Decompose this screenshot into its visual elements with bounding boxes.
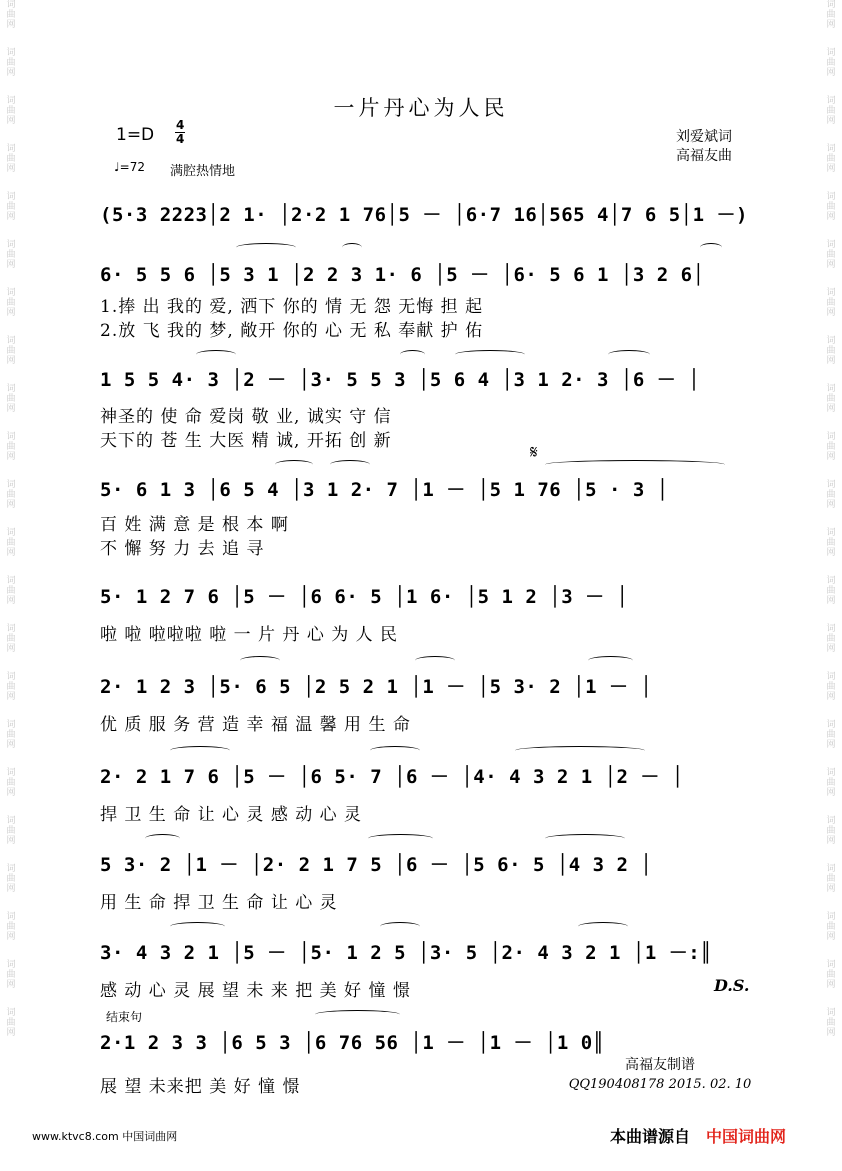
score-line (100, 752, 750, 792)
watermark-text: 词曲网 (826, 96, 836, 126)
watermark-text: 词曲网 (826, 672, 836, 702)
score-line (100, 250, 750, 290)
watermark-text: 词曲网 (826, 144, 836, 174)
watermark-text: 词曲网 (826, 48, 836, 78)
slur (240, 656, 280, 665)
slur (330, 460, 370, 469)
watermark-text: 词曲网 (6, 960, 16, 990)
watermark-text: 词曲网 (826, 912, 836, 942)
tempo-marking: ♩=72 (114, 160, 145, 174)
slur (400, 350, 425, 359)
watermark-text: 词曲网 (826, 432, 836, 462)
notation: 5· 1 2 7 6 │5 － │6 6· 5 │1 6· │5 1 2 │3 － │ (100, 586, 629, 608)
notation: 2·1 2 3 3 │6 5 3 │6 76 56 │1 － │1 － │1 0║ (100, 1032, 605, 1054)
watermark-text: 词曲网 (6, 816, 16, 846)
notation: 1 5 5 4· 3 │2 － │3· 5 5 3 │5 6 4 │3 1 2· 3 │6 － │ (100, 369, 701, 391)
watermark-text: 词曲网 (6, 768, 16, 798)
slur (545, 460, 725, 469)
song-title: 一片丹心为人民 (333, 96, 509, 120)
slur (545, 834, 625, 843)
notation: 5 3· 2 │1 － │2· 2 1 7 5 │6 － │5 6· 5 │4 3 2 │ (100, 854, 653, 876)
watermark-text: 词曲网 (826, 336, 836, 366)
notation: 2· 2 1 7 6 │5 － │6 5· 7 │6 － │4· 4 3 2 1 │2 － │ (100, 766, 684, 788)
notation: 3· 4 3 2 1 │5 － │5· 1 2 5 │3· 5 │2· 4 3 2 1 │1 －:║ (100, 942, 713, 964)
lyric-line: 不 懈 努 力 去 追 寻 (100, 539, 265, 559)
watermark-text: 词曲网 (6, 576, 16, 606)
lyricist-credit: 刘爱斌词 (676, 129, 732, 145)
lyric-line: 1.捧 出 我的 爱, 洒下 你的 情 无 怨 无悔 担 起 (100, 297, 484, 317)
lyric-line: 优 质 服 务 营 造 幸 福 温 馨 用 生 命 (100, 715, 411, 735)
notation: 5· 6 1 3 │6 5 4 │3 1 2· 7 │1 － │5 1 76 │5 · 3 │ (100, 479, 669, 501)
time-signature (175, 119, 185, 146)
credits (676, 128, 732, 166)
slur (700, 243, 722, 252)
lyric-line: 捍 卫 生 命 让 心 灵 感 动 心 灵 (100, 805, 363, 825)
watermark-text: 词曲网 (6, 384, 16, 414)
slur (608, 350, 650, 359)
score-line (100, 355, 750, 395)
lyric-line: 2.放 飞 我的 梦, 敞开 你的 心 无 私 奉献 护 佑 (100, 321, 484, 341)
signature (555, 1055, 765, 1095)
watermark-text: 词曲网 (826, 864, 836, 894)
watermark-text: 词曲网 (6, 864, 16, 894)
watermark-text: 词曲网 (6, 672, 16, 702)
slur (515, 746, 645, 755)
slur (170, 746, 230, 755)
lyric-line: 百 姓 满 意 是 根 本 啊 (100, 515, 289, 535)
slur (415, 656, 455, 665)
lyric-line: 啦 啦 啦啦啦 啦 一 片 丹 心 为 人 民 (100, 625, 399, 645)
watermark-text: 词曲网 (6, 528, 16, 558)
score-line (100, 572, 750, 612)
watermark-text: 词曲网 (826, 720, 836, 750)
source-label: 本曲谱源自 (610, 1127, 691, 1146)
slur (196, 350, 236, 359)
lyric-line: 天下的 苍 生 大医 精 诚, 开拓 创 新 (100, 431, 392, 451)
ds-marking: D.S. (714, 976, 750, 995)
slur (368, 834, 433, 843)
watermark-text: 词曲网 (826, 624, 836, 654)
watermark-text: 词曲网 (6, 1008, 16, 1038)
score-line (100, 1018, 750, 1058)
watermark-text: 词曲网 (826, 0, 836, 30)
footer-site-link[interactable]: www.ktvc8.com 中国词曲网 (32, 1130, 178, 1143)
score-line (100, 840, 750, 880)
watermark-text: 词曲网 (826, 768, 836, 798)
watermark-text: 词曲网 (6, 288, 16, 318)
watermark-text: 词曲网 (826, 384, 836, 414)
watermark-text: 词曲网 (6, 336, 16, 366)
slur (588, 656, 633, 665)
slur (342, 243, 362, 252)
notation: 6· 5 5 6 │5 3 1 │2 2 3 1· 6 │5 － │6· 5 6 1 │3 2 6│ (100, 264, 705, 286)
notation: (5·3 2223│2 1· │2·2 1 76│5 － │6·7 16│565 4│7 6 5│1 －) (100, 204, 748, 226)
watermark-text: 词曲网 (6, 144, 16, 174)
watermark-text: 词曲网 (6, 96, 16, 126)
slur (145, 834, 180, 843)
slur (370, 746, 420, 755)
watermark-text: 词曲网 (6, 912, 16, 942)
watermark-text: 词曲网 (6, 720, 16, 750)
segno-sign: 𝄋 (530, 442, 538, 463)
lyric-line: 神圣的 使 命 爱岗 敬 业, 诚实 守 信 (100, 407, 392, 427)
notation: 2· 1 2 3 │5· 6 5 │2 5 2 1 │1 － │5 3· 2 │1 － │ (100, 676, 653, 698)
slur (380, 922, 420, 931)
ending-label: 结束句 (106, 1010, 143, 1024)
lyric-line: 展 望 未来把 美 好 憧 憬 (100, 1077, 301, 1097)
watermark-text: 词曲网 (6, 48, 16, 78)
score-line (100, 465, 750, 505)
watermark-text: 词曲网 (6, 192, 16, 222)
slur (455, 350, 525, 359)
watermark-text: 词曲网 (826, 240, 836, 270)
watermark-text: 词曲网 (6, 240, 16, 270)
watermark-text: 词曲网 (826, 192, 836, 222)
watermark-text: 词曲网 (826, 960, 836, 990)
watermark-text: 词曲网 (826, 480, 836, 510)
watermark-text: 词曲网 (826, 288, 836, 318)
slur (236, 243, 296, 252)
score-line (100, 928, 750, 968)
score-line (100, 190, 750, 230)
lyric-line: 感 动 心 灵 展 望 未 来 把 美 好 憧 憬 (100, 981, 411, 1001)
lyric-line: 用 生 命 捍 卫 生 命 让 心 灵 (100, 893, 338, 913)
watermark-text: 词曲网 (6, 480, 16, 510)
watermark-text: 词曲网 (826, 816, 836, 846)
watermark-left (2, 0, 20, 1171)
slur (275, 460, 313, 469)
watermark-text: 词曲网 (6, 0, 16, 30)
maker-credit: 高福友制谱 (625, 1057, 695, 1073)
slur (315, 1010, 400, 1019)
watermark-text: 词曲网 (826, 576, 836, 606)
qq-date: QQ190408178 2015. 02. 10 (568, 1077, 752, 1092)
watermark-text: 词曲网 (826, 528, 836, 558)
time-signature-top: 4 (176, 118, 185, 132)
brand-link[interactable]: 中国词曲网 (706, 1127, 787, 1146)
key-signature: 1=D (116, 125, 155, 145)
watermark-text: 词曲网 (6, 624, 16, 654)
slur (578, 922, 628, 931)
time-signature-bottom: 4 (176, 132, 185, 146)
watermark-right (822, 0, 840, 1171)
watermark-text: 词曲网 (6, 432, 16, 462)
footer-source (610, 1124, 786, 1147)
score-line (100, 662, 750, 702)
slur (170, 922, 225, 931)
expression-marking: 满腔热情地 (170, 164, 236, 179)
watermark-text: 词曲网 (826, 1008, 836, 1038)
composer-credit: 高福友曲 (676, 148, 732, 164)
